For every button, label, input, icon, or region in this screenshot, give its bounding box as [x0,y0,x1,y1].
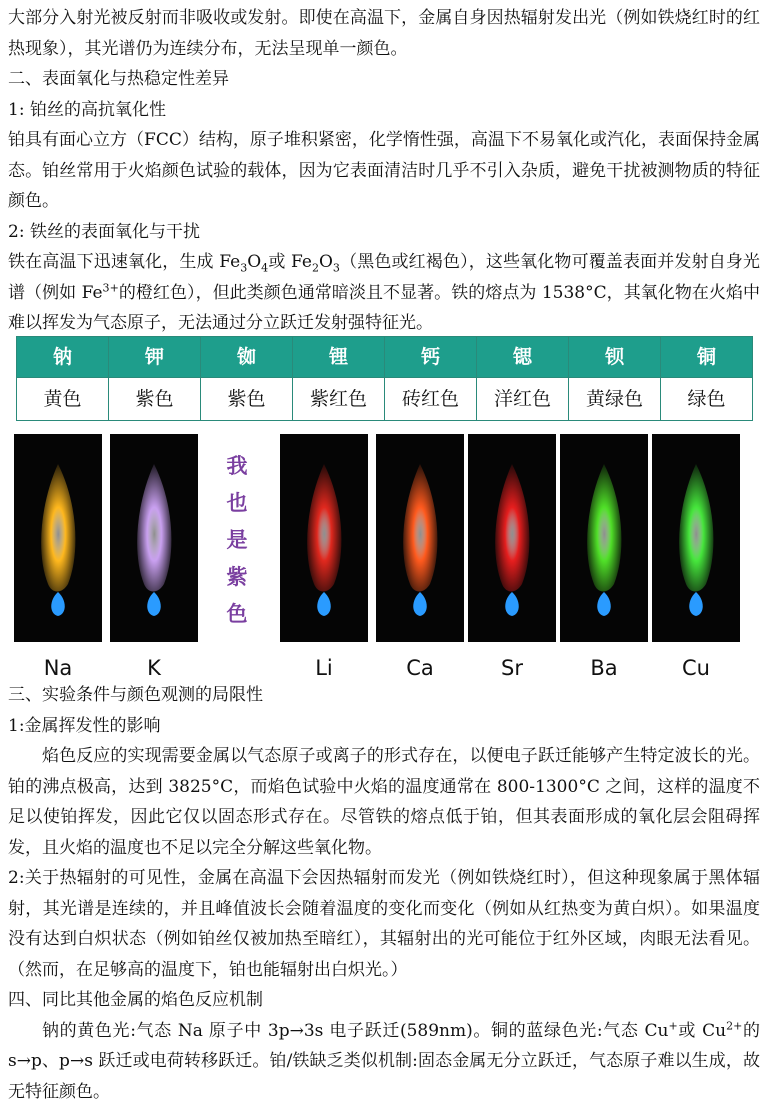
flame-icon [110,434,198,642]
flame-panel-li [280,434,368,642]
flame-label: Sr [472,656,552,680]
flame-body [41,464,75,592]
section-2-sub-2-text [8,247,760,339]
text-run: 的橙红色），但此类颜色通常暗淡且不显著。铁的熔点为 1538°C，其氧化物在火焰中难以挥发为气态原子，无法通过分立跃迁发射强特征光。 [8,283,760,334]
element-cell: 钠 [17,337,109,378]
superscript: + [669,1019,678,1032]
table-header-row [17,337,753,378]
flame-inner-cone [147,592,161,616]
subscript: 2 [312,261,319,274]
color-cell: 洋红色 [477,378,569,421]
color-cell: 砖红色 [385,378,477,421]
section-3-sub-1-text: 焰色反应的实现需要金属以气态原子或离子的形式存在，以便电子跃迁能够产生特定波长的光。铂的沸点极高，达到 3825°C，而焰色试验中火焰的温度通常在 800-1300°C 之间，这样的温度不足以使铂挥发，因此它仅以固态形式存在。尽管铁的熔点低于铂，但其表面形成的氧化层会阻碍挥发，且火焰的温度也不足以完全分解这些氧化物。 [8,741,760,863]
flame-panel-na [14,434,102,642]
text-run: （黑色或红褐色），这些氧化物可覆盖表面并发射自身光谱（例如 Fe [8,252,760,303]
text-run: 或 Fe [268,252,312,272]
flame-inner-cone [51,592,65,616]
element-cell: 钡 [569,337,661,378]
element-cell: 锶 [477,337,569,378]
flame-panel-cu [652,434,740,642]
flame-body [307,464,341,592]
flame-body [495,464,529,592]
section-1-tail [8,3,760,64]
flame-panel-ba [560,434,648,642]
section-4-heading: 四、同比其他金属的焰色反应机制 [8,985,760,1016]
element-cell: 铜 [661,337,753,378]
flame-inner-cone [689,592,703,616]
color-cell: 绿色 [661,378,753,421]
flame-inner-cone [413,592,427,616]
section-3-sub-2-text: 2:关于热辐射的可见性，金属在高温下会因热辐射而发光（例如铁烧红时），但这种现象属于黑体辐射，其光谱是连续的，并且峰值波长会随着温度的变化而变化（例如从红热变为黄白炽）。如果温度没有达到白炽状态（例如铂丝仅被加热至暗红），其辐射出的光可能位于红外区域，肉眼无法看见。（然而，在足够高的温度下，铂也能辐射出白炽光。） [8,863,760,985]
flame-icon [560,434,648,642]
section-4-text [8,1016,760,1107]
flame-color-table [16,336,753,421]
flame-icon [280,434,368,642]
table-color-row [17,378,753,421]
section-1-line-2: 红时的红热现象），其光谱仍为连续分布，无法呈现单一颜色。 [8,8,760,59]
text-run: 铁在高温下迅速氧化，生成 Fe [8,252,240,272]
text-run: O [247,252,261,272]
flame-inner-cone [597,592,611,616]
flame-label: Ca [380,656,460,680]
section-1-line-1: 大部分入射光被反射而非吸收或发射。即使在高温下，金属自身因热辐射发出光（例如铁烧 [8,8,692,28]
flame-label: K [114,656,194,680]
flame-body [679,464,713,592]
section-2-sub-1-text: 铂具有面心立方（FCC）结构，原子堆积紧密，化学惰性强，高温下不易氧化或汽化，表面保持金属态。铂丝常用于火焰颜色试验的载体，因为它表面清洁时几乎不引入杂质，避免干扰被测物质的特征颜色。 [8,125,760,217]
flame-label: Li [284,656,364,680]
flame-icon [14,434,102,642]
flame-panel-ca [376,434,464,642]
flame-body [587,464,621,592]
element-cell: 锂 [293,337,385,378]
section-2-sub-1-title: 1: 铂丝的高抗氧化性 [8,95,760,126]
text-run: 或 Cu [678,1021,726,1041]
color-cell: 紫色 [109,378,201,421]
k-note: 我 也 是 紫 色 [222,448,252,633]
flame-label: Cu [656,656,736,680]
flame-figure [14,434,756,686]
flame-inner-cone [317,592,331,616]
text-bottom [8,680,760,1107]
flame-icon [376,434,464,642]
color-cell: 黄绿色 [569,378,661,421]
text-run: 的 s→p、p→s 跃迁或电荷转移跃迁。铂/铁缺乏类似机制:固态金属无分立跃迁，气态原子难以生成，故无特征颜色。 [8,1021,760,1102]
flame-inner-cone [505,592,519,616]
subscript: 3 [240,261,247,274]
subscript: 4 [261,261,268,274]
section-2-heading: 二、表面氧化与热稳定性差异 [8,64,760,95]
flame-icon [468,434,556,642]
flame-panel-sr [468,434,556,642]
color-cell: 黄色 [17,378,109,421]
text-run: 钠的黄色光:气态 Na 原子中 3p→3s 电子跃迁(589nm)。铜的蓝绿色光:气态 Cu [42,1021,669,1041]
element-cell: 钾 [109,337,201,378]
flame-body [137,464,171,592]
flame-icon [652,434,740,642]
subscript: 3 [333,261,340,274]
element-cell: 铷 [201,337,293,378]
flame-label: Ba [564,656,644,680]
flame-label: Na [18,656,98,680]
section-3-sub-1-title: 1:金属挥发性的影响 [8,711,760,742]
section-2-sub-2-title: 2: 铁丝的表面氧化与干扰 [8,217,760,248]
superscript: 2+ [726,1019,742,1032]
flame-body [403,464,437,592]
section-3-heading: 三、实验条件与颜色观测的局限性 [8,680,760,711]
element-cell: 钙 [385,337,477,378]
text-top [8,3,760,339]
text-run: O [319,252,333,272]
flame-panel-k [110,434,198,642]
color-cell: 紫红色 [293,378,385,421]
superscript: 3+ [103,281,119,294]
color-cell: 紫色 [201,378,293,421]
